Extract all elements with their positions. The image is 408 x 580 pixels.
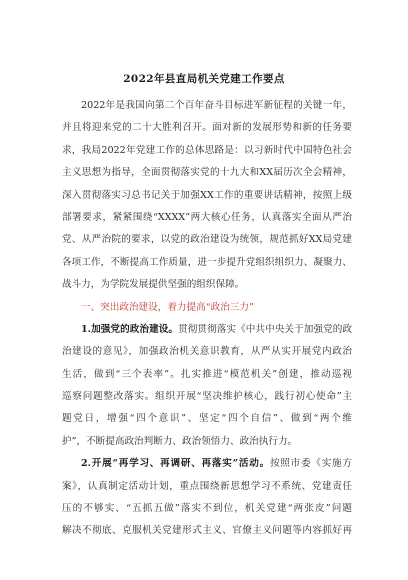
item-text: 按照市委《实施方 xyxy=(269,458,352,470)
item-lead: 1.加强党的政治建设。 xyxy=(81,323,179,335)
document-title: 2022年县直局机关党建工作要点 xyxy=(123,73,285,85)
paragraph-line: 2022年是我国向第二个百年奋斗目标进军新征程的关键一年， xyxy=(81,100,352,111)
item-first-line xyxy=(62,453,352,475)
paragraph-line: 解决不彻底、克服机关党建形式主义、官僚主义问题等内容抓好再 xyxy=(62,525,352,537)
paragraph-line: 护”，不断提高政治判断力、政治领悟力、政治执行力。 xyxy=(62,435,298,447)
item-text: 贯彻贯彻落实《中共中央关于加强党的政 xyxy=(178,323,352,335)
paragraph-line: 巡察问题整改落实。组织开展“坚决维护核心，践行初心使命”主 xyxy=(62,391,352,403)
document-body xyxy=(62,95,352,543)
paragraph-line: 各项工作，不断提高工作质量，进一步提升党组织组织力、凝聚力、 xyxy=(62,256,352,268)
item-lead: 2.开展“再学习、再调研、再落实”活动。 xyxy=(81,458,270,470)
section-heading: 一、突出政治建设，着力提高“政治三力” xyxy=(81,301,254,313)
paragraph-line: 深入贯彻落实习总书记关于加强XX工作的重要讲话精神，按照上级 xyxy=(62,189,352,201)
item-first-line xyxy=(62,319,352,341)
paragraph-line: 主义思想为指导，全面贯彻落实党的十九大和XX届历次全会精神， xyxy=(62,167,352,179)
paragraph-line: 案》，认真制定活动计划，重点围绕新思想学习不系统、党建责任 xyxy=(62,480,352,492)
paragraph-line: 生活，做到“三个表率”。扎实推进“模范机关”创建，推动巡视 xyxy=(62,368,352,380)
paragraph-line: 党、从严治院的要求，以党的政治建设为统领，规范抓好XX局党建 xyxy=(62,234,352,246)
paragraph-line: 并且将迎来党的二十大胜利召开。面对新的发展形势和新的任务要 xyxy=(62,122,352,134)
paragraph-line: 题党日，增强“四个意识”、坚定“四个自信”、做到“两个维 xyxy=(62,413,352,425)
paragraph-line: 部署要求，紧紧围绕“XXXX”两大核心任务，认真落实全面从严治 xyxy=(62,211,352,223)
paragraph-line: 治建设的意见》，加强政治机关意识教育，从严从实开展党内政治 xyxy=(62,346,352,358)
paragraph-line: 求，我局2022年党建工作的总体思路是：以习新时代中国特色社会 xyxy=(62,144,352,156)
paragraph-line: 战斗力，为学院发展提供坚强的组织保障。 xyxy=(62,279,245,291)
paragraph-line: 压的不够实、“五抓五做”落实不到位，机关党建“两张皮”问题 xyxy=(62,503,352,515)
